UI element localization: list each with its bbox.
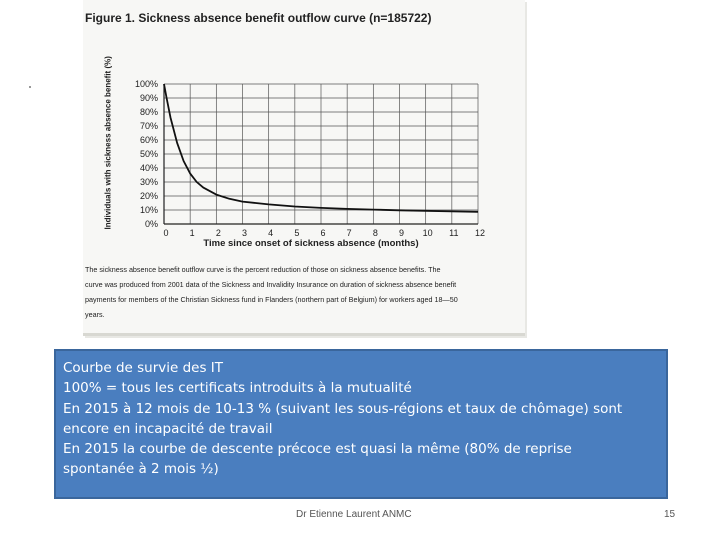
y-tick-label: 0% <box>144 219 158 229</box>
caption-line: curve was produced from 2001 data of the Sickness and Invalidity Insurance on duration of sickness absence benefit <box>85 280 457 289</box>
x-axis-label: Time since onset of sickness absence (months) <box>203 238 419 249</box>
x-tick-label: 1 <box>189 228 195 238</box>
x-tick-label: 6 <box>320 228 326 238</box>
summary-line: En 2015 la courbe de descente précoce est quasi la même (80% de reprise <box>63 441 572 458</box>
x-tick-label: 10 <box>422 228 433 238</box>
figure-caption <box>85 262 505 322</box>
footer-author: Dr Etienne Laurent ANMC <box>296 509 412 520</box>
y-tick-label: 50% <box>139 149 158 159</box>
scan-edge <box>83 333 525 336</box>
x-tick-label: 0 <box>163 228 169 238</box>
x-tick-label: 12 <box>474 228 486 238</box>
caption-line: years. <box>85 310 105 319</box>
y-tick-label: 90% <box>139 93 158 103</box>
caption-line: payments for members of the Christian Sickness fund in Flanders (northern part of Belgium) for workers aged 18—50 <box>85 295 458 304</box>
y-axis-label: Individuals with sickness absence benefit (%) <box>103 56 113 230</box>
summary-line: 100% = tous les certificats introduits à la mutualité <box>63 380 412 397</box>
x-tick-label: 8 <box>372 228 378 238</box>
y-tick-label: 60% <box>139 135 158 145</box>
x-tick-label: 2 <box>215 228 221 238</box>
x-tick-label: 4 <box>268 228 274 238</box>
x-tick-label: 3 <box>241 228 248 238</box>
x-tick-label: 11 <box>449 228 459 238</box>
y-tick-label: 40% <box>139 163 158 173</box>
x-tick-label: 7 <box>346 228 352 238</box>
summary-line: Courbe de survie des IT <box>63 360 224 376</box>
y-tick-label: 100% <box>134 79 158 89</box>
x-tick-label: 5 <box>294 228 300 238</box>
summary-text-box <box>54 349 668 499</box>
y-tick-label: 80% <box>139 107 158 117</box>
caption-line: The sickness absence benefit outflow curve is the percent reduction of those on sickness absence benefits. The <box>85 265 441 274</box>
y-tick-label: 20% <box>139 191 158 201</box>
x-tick-label: 9 <box>398 228 405 238</box>
summary-line: En 2015 à 12 mois de 10-13 % (suivant les sous-régions et taux de chômage) sont <box>63 400 623 417</box>
page-number: 15 <box>664 509 676 520</box>
scan-speck <box>29 86 31 88</box>
summary-line: encore en incapacité de travail <box>63 420 273 437</box>
outflow-chart <box>110 70 490 250</box>
figure-title: Figure 1. Sickness absence benefit outflow curve (n=185722) <box>85 11 432 25</box>
y-tick-label: 30% <box>139 177 158 187</box>
summary-line: spontanée à 2 mois ½) <box>63 461 219 478</box>
y-tick-label: 70% <box>139 121 158 131</box>
y-tick-label: 10% <box>139 205 158 215</box>
